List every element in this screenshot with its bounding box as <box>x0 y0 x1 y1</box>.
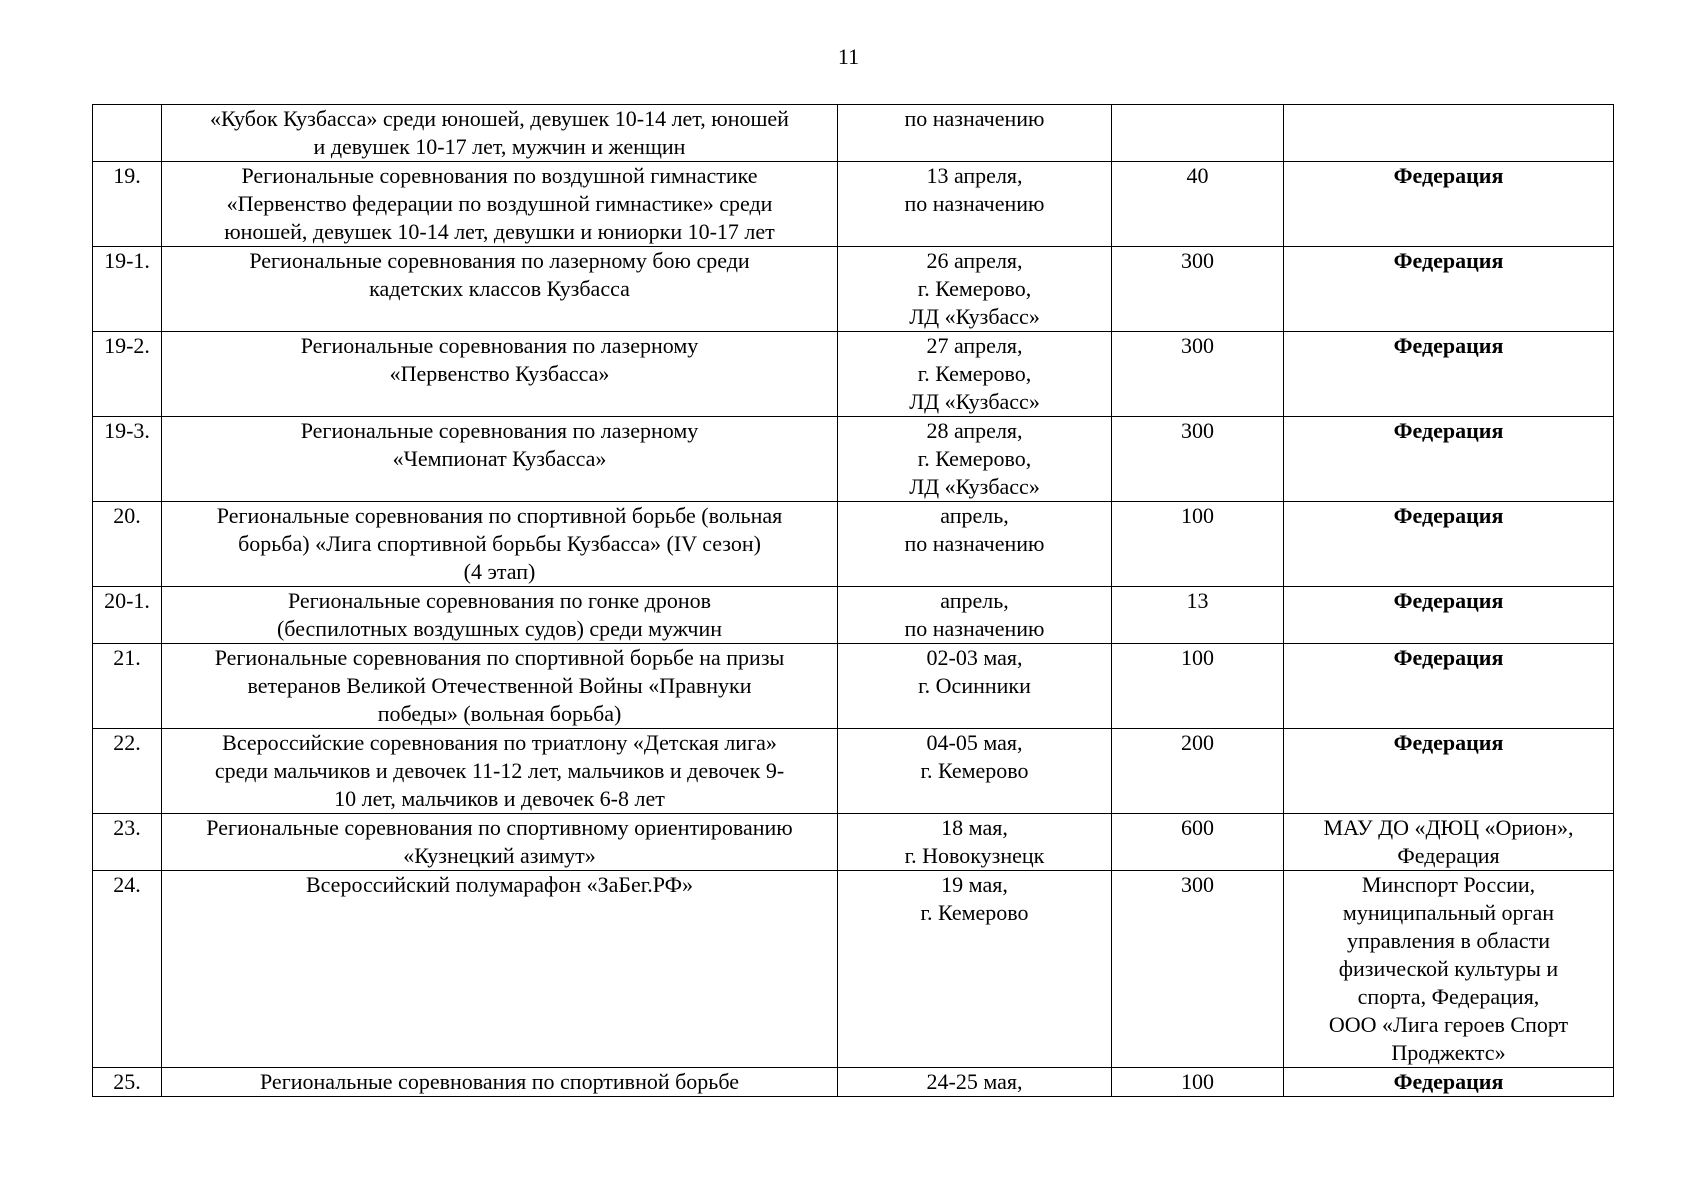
cell-number: 22. <box>93 729 162 814</box>
date-place-line: г. Новокузнецк <box>904 843 1045 868</box>
date-place-line: апрель, <box>940 588 1009 613</box>
organizer-line: ООО «Лига героев Спорт <box>1328 1012 1569 1037</box>
cell-number: 19-2. <box>93 332 162 417</box>
table-row <box>93 162 1614 247</box>
event-name-line: Региональные соревнования по воздушной гимнастике <box>241 163 758 188</box>
cell-organizer <box>1284 162 1614 247</box>
cell-participants: 100 <box>1112 644 1284 729</box>
organizer-line: Федерация <box>1393 163 1504 188</box>
date-place-line: 02-03 мая, <box>926 645 1023 670</box>
date-place-line: 18 мая, <box>941 815 1008 840</box>
cell-number: 21. <box>93 644 162 729</box>
page-number: 11 <box>837 44 860 69</box>
date-place-line: ЛД «Кузбасс» <box>909 474 1040 499</box>
event-name-line: среди мальчиков и девочек 11-12 лет, мальчиков и девочек 9- <box>214 758 785 783</box>
cell-participants: 600 <box>1112 814 1284 871</box>
event-name-line: и девушек 10-17 лет, мужчин и женщин <box>313 134 686 159</box>
event-name-line: «Первенство Кузбасса» <box>389 361 610 386</box>
table-row <box>93 644 1614 729</box>
cell-organizer <box>1284 105 1614 162</box>
organizer-line: Федерация <box>1393 333 1504 358</box>
cell-participants: 40 <box>1112 162 1284 247</box>
date-place-line: по назначению <box>904 106 1045 131</box>
cell-participants: 100 <box>1112 1068 1284 1097</box>
cell-event-name <box>162 417 838 502</box>
table-row <box>93 814 1614 871</box>
cell-date-place <box>838 871 1112 1068</box>
date-place-line: г. Кемерово <box>920 758 1029 783</box>
table-row <box>93 332 1614 417</box>
date-place-line: 24-25 мая, <box>926 1069 1023 1094</box>
organizer-line: Федерация <box>1393 1069 1504 1094</box>
cell-date-place <box>838 1068 1112 1097</box>
cell-event-name <box>162 644 838 729</box>
date-place-line: 28 апреля, <box>926 418 1023 443</box>
event-name-line: Всероссийские соревнования по триатлону «Детская лига» <box>222 730 777 755</box>
event-name-line: Региональные соревнования по лазерному <box>300 333 699 358</box>
organizer-line: муниципальный орган <box>1342 900 1555 925</box>
cell-event-name <box>162 105 838 162</box>
date-place-line: 27 апреля, <box>926 333 1023 358</box>
cell-date-place <box>838 587 1112 644</box>
cell-number: 19-3. <box>93 417 162 502</box>
cell-date-place <box>838 105 1112 162</box>
date-place-line: по назначению <box>904 531 1045 556</box>
event-name-line: Региональные соревнования по лазерному бою среди <box>249 248 750 273</box>
cell-date-place <box>838 814 1112 871</box>
cell-date-place <box>838 417 1112 502</box>
event-name-line: «Кузнецкий азимут» <box>403 843 596 868</box>
date-place-line: апрель, <box>940 503 1009 528</box>
organizer-line: Федерация <box>1393 730 1504 755</box>
cell-event-name <box>162 502 838 587</box>
organizer-line: Федерация <box>1397 843 1500 868</box>
event-name-line: «Чемпионат Кузбасса» <box>392 446 607 471</box>
event-name-line: «Кубок Кузбасса» среди юношей, девушек 10-14 лет, юношей <box>210 106 789 131</box>
cell-date-place <box>838 502 1112 587</box>
organizer-line: физической культуры и <box>1338 956 1559 981</box>
cell-date-place <box>838 644 1112 729</box>
organizer-line: Федерация <box>1393 588 1504 613</box>
table-row <box>93 417 1614 502</box>
date-place-line: г. Кемерово, <box>917 361 1032 386</box>
cell-participants: 300 <box>1112 247 1284 332</box>
cell-number: 19-1. <box>93 247 162 332</box>
date-place-line: 04-05 мая, <box>926 730 1023 755</box>
organizer-line: Федерация <box>1393 418 1504 443</box>
cell-number: 20-1. <box>93 587 162 644</box>
table-row <box>93 587 1614 644</box>
event-name-line: юношей, девушек 10-14 лет, девушки и юниорки 10-17 лет <box>224 219 775 244</box>
cell-event-name <box>162 729 838 814</box>
cell-organizer <box>1284 871 1614 1068</box>
organizer-line: Федерация <box>1393 248 1504 273</box>
cell-organizer <box>1284 332 1614 417</box>
cell-event-name <box>162 247 838 332</box>
cell-event-name <box>162 814 838 871</box>
event-name-line: кадетских классов Кузбасса <box>369 276 630 301</box>
table-row <box>93 871 1614 1068</box>
date-place-line: по назначению <box>904 616 1045 641</box>
cell-organizer <box>1284 644 1614 729</box>
cell-number: 19. <box>93 162 162 247</box>
date-place-line: ЛД «Кузбасс» <box>909 389 1040 414</box>
cell-date-place <box>838 332 1112 417</box>
table-row <box>93 1068 1614 1097</box>
cell-date-place <box>838 162 1112 247</box>
organizer-line: Проджектс» <box>1391 1040 1506 1065</box>
cell-event-name <box>162 162 838 247</box>
cell-event-name <box>162 1068 838 1097</box>
cell-organizer <box>1284 729 1614 814</box>
cell-number: 25. <box>93 1068 162 1097</box>
cell-participants: 200 <box>1112 729 1284 814</box>
date-place-line: г. Кемерово <box>920 900 1029 925</box>
event-name-line: Всероссийский полумарафон «ЗаБег.РФ» <box>305 872 694 897</box>
table-row <box>93 502 1614 587</box>
cell-participants: 100 <box>1112 502 1284 587</box>
date-place-line: 19 мая, <box>941 872 1008 897</box>
cell-organizer <box>1284 587 1614 644</box>
event-name-line: «Первенство федерации по воздушной гимнастике» среди <box>226 191 773 216</box>
date-place-line: г. Осинники <box>918 673 1031 698</box>
event-name-line: Региональные соревнования по спортивной борьбе <box>259 1069 740 1094</box>
event-name-line: Региональные соревнования по спортивному ориентированию <box>206 815 793 840</box>
date-place-line: г. Кемерово, <box>917 446 1032 471</box>
cell-number: 24. <box>93 871 162 1068</box>
date-place-line: 13 апреля, <box>926 163 1023 188</box>
event-name-line: (4 этап) <box>463 559 536 584</box>
cell-participants: 300 <box>1112 871 1284 1068</box>
event-name-line: Региональные соревнования по лазерному <box>300 418 699 443</box>
organizer-line: МАУ ДО «ДЮЦ «Орион», <box>1323 815 1574 840</box>
cell-participants: 300 <box>1112 417 1284 502</box>
cell-organizer <box>1284 814 1614 871</box>
events-table-body <box>93 105 1614 1097</box>
event-name-line: 10 лет, мальчиков и девочек 6-8 лет <box>334 786 665 811</box>
cell-participants <box>1112 105 1284 162</box>
cell-organizer <box>1284 502 1614 587</box>
cell-number <box>93 105 162 162</box>
date-place-line: ЛД «Кузбасс» <box>909 304 1040 329</box>
event-name-line: победы» (вольная борьба) <box>377 701 622 726</box>
event-name-line: Региональные соревнования по спортивной борьбе на призы <box>214 645 785 670</box>
event-name-line: Региональные соревнования по гонке дронов <box>287 588 712 613</box>
events-table <box>92 104 1614 1097</box>
table-row <box>93 105 1614 162</box>
cell-date-place <box>838 729 1112 814</box>
cell-event-name <box>162 332 838 417</box>
cell-organizer <box>1284 247 1614 332</box>
cell-number: 23. <box>93 814 162 871</box>
date-place-line: по назначению <box>904 191 1045 216</box>
organizer-line: Минспорт России, <box>1361 872 1536 897</box>
cell-organizer <box>1284 1068 1614 1097</box>
table-row <box>93 729 1614 814</box>
date-place-line: 26 апреля, <box>926 248 1023 273</box>
cell-participants: 13 <box>1112 587 1284 644</box>
cell-event-name <box>162 587 838 644</box>
organizer-line: управления в области <box>1347 928 1550 953</box>
event-name-line: ветеранов Великой Отечественной Войны «Правнуки <box>247 673 752 698</box>
cell-number: 20. <box>93 502 162 587</box>
organizer-line: Федерация <box>1393 503 1504 528</box>
organizer-line: Федерация <box>1393 645 1504 670</box>
cell-date-place <box>838 247 1112 332</box>
organizer-line: спорта, Федерация, <box>1357 984 1540 1009</box>
date-place-line: г. Кемерово, <box>917 276 1032 301</box>
cell-organizer <box>1284 417 1614 502</box>
event-name-line: Региональные соревнования по спортивной борьбе (вольная <box>216 503 783 528</box>
event-name-line: (беспилотных воздушных судов) среди мужчин <box>276 616 723 641</box>
cell-participants: 300 <box>1112 332 1284 417</box>
cell-event-name <box>162 871 838 1068</box>
table-row <box>93 247 1614 332</box>
event-name-line: борьба) «Лига спортивной борьбы Кузбасса» (IV сезон) <box>238 531 761 556</box>
